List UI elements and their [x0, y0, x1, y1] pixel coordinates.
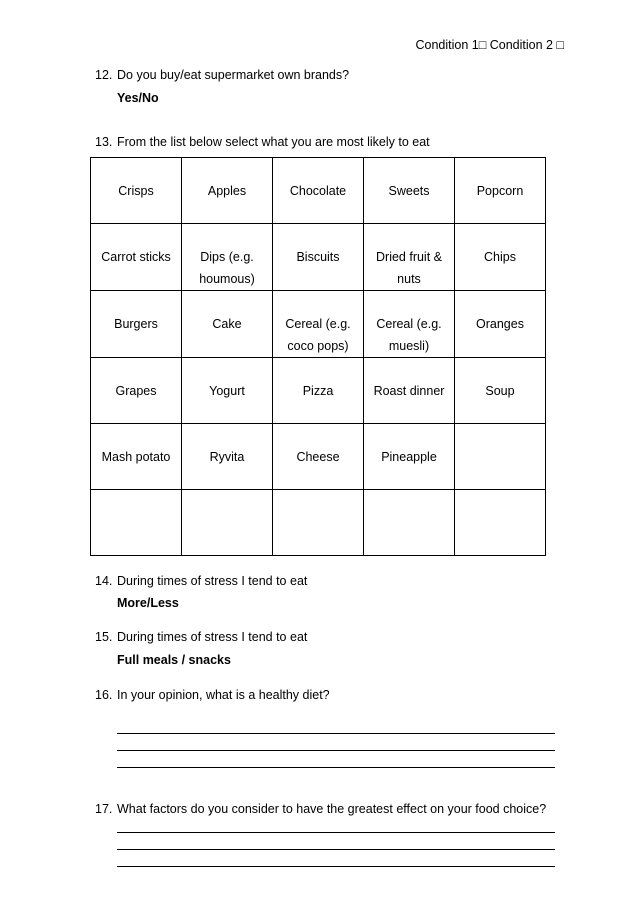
food-option-cell[interactable]: Popcorn	[455, 158, 546, 224]
food-option-cell[interactable]: Crisps	[91, 158, 182, 224]
food-option-cell[interactable]	[455, 490, 546, 556]
food-option-cell[interactable]: Soup	[455, 358, 546, 424]
answer-meals-snacks[interactable]: Full meals / snacks	[117, 653, 231, 667]
food-option-cell[interactable]: Cereal (e.g. coco pops)	[273, 291, 364, 358]
food-option-cell[interactable]: Chips	[455, 224, 546, 291]
question-number: 16.	[95, 688, 113, 702]
food-option-cell[interactable]: Burgers	[91, 291, 182, 358]
food-table-row	[91, 424, 546, 490]
question-number: 17.	[95, 802, 113, 816]
question-number: 12.	[95, 68, 113, 82]
question-17	[95, 802, 546, 816]
answer-line[interactable]	[117, 733, 555, 734]
food-option-cell[interactable]	[364, 490, 455, 556]
question-number: 15.	[95, 630, 113, 644]
food-option-cell[interactable]: Carrot sticks	[91, 224, 182, 291]
food-option-cell[interactable]: Cereal (e.g. muesli)	[364, 291, 455, 358]
answer-line[interactable]	[117, 849, 555, 850]
food-option-cell[interactable]	[273, 490, 364, 556]
food-option-cell[interactable]: Roast dinner	[364, 358, 455, 424]
food-table-row	[91, 358, 546, 424]
food-option-cell[interactable]: Mash potato	[91, 424, 182, 490]
question-12	[95, 68, 349, 82]
food-option-cell[interactable]	[91, 490, 182, 556]
food-option-cell[interactable]: Dips (e.g. houmous)	[182, 224, 273, 291]
food-option-cell[interactable]: Dried fruit & nuts	[364, 224, 455, 291]
answer-yes-no[interactable]: Yes/No	[117, 91, 159, 105]
question-15	[95, 630, 307, 644]
question-14	[95, 574, 307, 588]
food-option-cell[interactable]: Apples	[182, 158, 273, 224]
food-option-cell[interactable]: Pineapple	[364, 424, 455, 490]
food-option-cell[interactable]: Cheese	[273, 424, 364, 490]
answer-more-less[interactable]: More/Less	[117, 596, 179, 610]
food-option-cell[interactable]: Cake	[182, 291, 273, 358]
question-16	[95, 688, 330, 702]
food-option-cell[interactable]	[182, 490, 273, 556]
question-text: During times of stress I tend to eat	[117, 630, 308, 644]
food-table-row	[91, 291, 546, 358]
condition-header: Condition 1□ Condition 2 □	[415, 38, 564, 52]
food-table-row	[91, 490, 546, 556]
question-text: What factors do you consider to have the greatest effect on your food choice?	[117, 802, 547, 816]
food-option-cell[interactable]: Ryvita	[182, 424, 273, 490]
food-option-cell[interactable]: Sweets	[364, 158, 455, 224]
food-option-cell[interactable]: Yogurt	[182, 358, 273, 424]
question-text: Do you buy/eat supermarket own brands?	[117, 68, 350, 82]
question-13	[95, 135, 430, 149]
question-text: In your opinion, what is a healthy diet?	[117, 688, 330, 702]
answer-line[interactable]	[117, 866, 555, 867]
question-text: During times of stress I tend to eat	[117, 574, 308, 588]
food-option-cell[interactable]: Chocolate	[273, 158, 364, 224]
food-option-cell[interactable]: Biscuits	[273, 224, 364, 291]
food-option-cell[interactable]: Pizza	[273, 358, 364, 424]
food-choice-table	[90, 157, 546, 556]
food-table-row	[91, 158, 546, 224]
food-option-cell[interactable]: Grapes	[91, 358, 182, 424]
food-option-cell[interactable]	[455, 424, 546, 490]
answer-line[interactable]	[117, 767, 555, 768]
question-text: From the list below select what you are most likely to eat	[117, 135, 430, 149]
answer-line[interactable]	[117, 750, 555, 751]
question-number: 13.	[95, 135, 113, 149]
food-table-row	[91, 224, 546, 291]
food-option-cell[interactable]: Oranges	[455, 291, 546, 358]
question-number: 14.	[95, 574, 113, 588]
answer-line[interactable]	[117, 832, 555, 833]
